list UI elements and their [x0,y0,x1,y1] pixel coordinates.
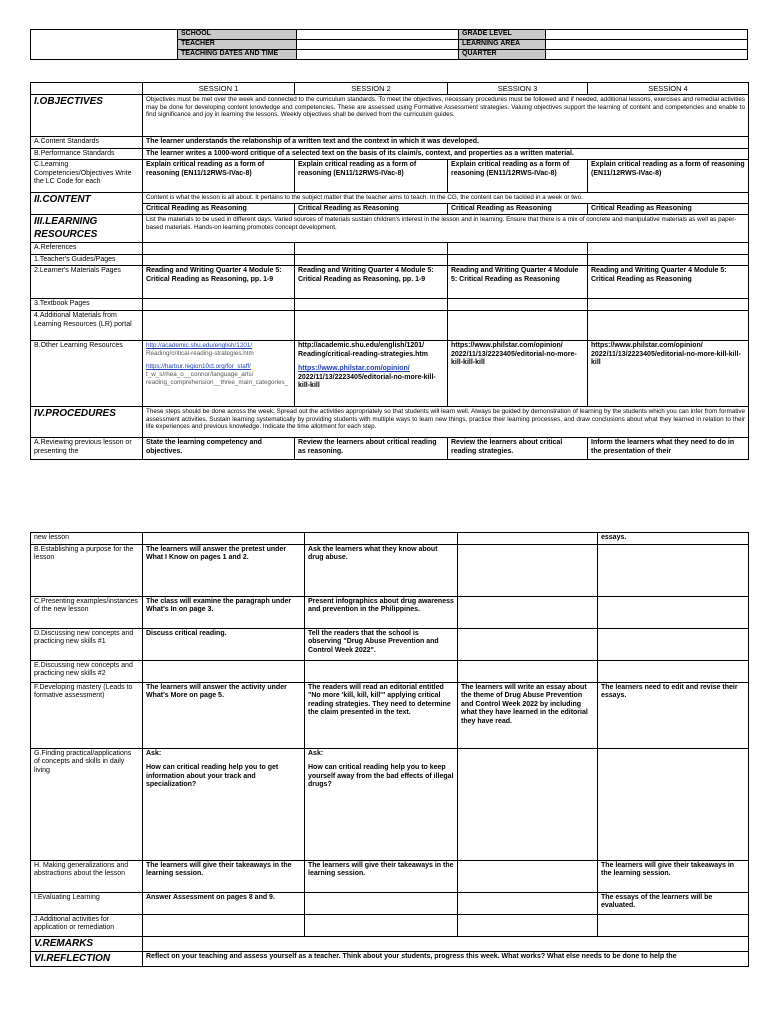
additional-materials-s3 [448,311,588,341]
learners-materials-s1: Reading and Writing Quarter 4 Module 5: Critical Reading as Reasoning, pp. 1-9 [143,266,295,299]
header-blank-cell [31,30,178,60]
content-standards-text: The learner understands the relationship of a written text and the context in which it was developed. [143,137,749,149]
discussing1-s4 [598,628,749,660]
procedures-heading: IV.PROCEDURES [31,407,143,438]
references-s3 [448,243,588,255]
resource-philstar-path: 2022/11/13/2223405/editorial-no-more-kill-kill-kill [298,373,436,390]
references-s4 [588,243,749,255]
finding-label: G.Finding practical/applications of concepts and skills in daily living [31,748,143,860]
learners-materials-label: 2.Learner's Materials Pages [31,266,143,299]
references-s2 [295,243,448,255]
quarter-value[interactable] [546,50,748,60]
competencies-s3: Explain critical reading as a form of reasoning (EN11/12RWS-IVac-8) [448,160,588,193]
resource-link-philstar[interactable]: https://www.philstar.com/opinion/ [298,365,410,373]
learning-resources-text: List the materials to be used in different days. Varied sources of materials sustain children's interest in the lesson and in learning. Ensure that there is a mix of concrete and manipulative materials as well as paper-based materials. Hands-on learning promotes concept development. [143,215,749,243]
evaluating-s2 [305,892,458,914]
additional-materials-s4 [588,311,749,341]
finding-s4 [598,748,749,860]
additional-activities-s1 [143,914,305,936]
remarks-text [143,936,749,951]
discussing2-label: E.Discussing new concepts and practicing new skills #2 [31,660,143,682]
grade-level-value[interactable] [546,30,748,40]
content-standards-label: A.Content Standards [31,137,143,149]
presenting-s1: The class will examine the paragraph under What's In on page 3. [143,596,305,628]
reviewing-label: A.Reviewing previous lesson or presenting the [31,438,143,460]
session-1-header: SESSION 1 [143,83,295,95]
performance-standards-text: The learner writes a 1000-word critique of a selected text on the basis of its claim/s, context, and properties as a written material. [143,148,749,160]
establishing-s3 [458,544,598,596]
reviewing-s2: Review the learners about critical reading as reasoning. [295,438,448,460]
presenting-label: C.Presenting examples/instances of the new lesson [31,596,143,628]
learning-area-value[interactable] [546,40,748,50]
additional-activities-s3 [458,914,598,936]
competencies-s4: Explain critical reading as a form of reasoning (EN11/12RWS-IVac-8) [588,160,749,193]
reviewing-label-cont: new lesson [31,533,143,545]
other-resources-s3: https://www.philstar.com/opinion/ 2022/11/13/2223405/editorial-no-more-kill-kill-kill [448,341,588,407]
resource-link-harbur-path2[interactable]: reading_comprehension__three_main_categories_ [146,378,289,386]
establishing-s4 [598,544,749,596]
discussing1-label: D.Discussing new concepts and practicing new skills #1 [31,628,143,660]
generalizations-s2: The learners will give their takeaways in the learning session. [305,860,458,892]
school-value[interactable] [297,30,459,40]
mastery-label: F.Developing mastery (Leads to formative assessment) [31,682,143,748]
textbook-s3 [448,299,588,311]
content-s1: Critical Reading as Reasoning [143,203,295,215]
content-s4: Critical Reading as Reasoning [588,203,749,215]
textbook-s2 [295,299,448,311]
resource-link-shu-path[interactable]: Reading/critical-reading-strategies.htm [146,349,254,357]
discussing1-s1: Discuss critical reading. [143,628,305,660]
competencies-label: C.Learning Competencies/Objectives Write the LC Code for each [31,160,143,193]
teachers-guides-s4 [588,254,749,266]
discussing2-s1 [143,660,305,682]
mastery-s1: The learners will answer the activity under What's More on page 5. [143,682,305,748]
content-text: Content is what the lesson is all about. It pertains to the subject matter that the teacher aims to teach. In the CG, the content can be tackled in a week or two. [143,193,749,204]
references-label: A.References [31,243,143,255]
learning-resources-heading: III.LEARNING RESOURCES [31,215,143,243]
generalizations-label: H. Making generalizations and abstractions about the lesson [31,860,143,892]
corner-cell [31,83,143,95]
mastery-s2: The readers will read an editorial entitled "No more 'kill, kill, kill'" applying critical reading strategies. They need to determine the claim presented in the text. [305,682,458,748]
mastery-s3: The learners will write an essay about the theme of Drug Abuse Prevention and Control Week 2022 by including what they have learned in the editorial they have read. [458,682,598,748]
teachers-guides-s2 [295,254,448,266]
finding-s1-ask: Ask: [146,749,162,757]
additional-materials-s2 [295,311,448,341]
session-4-header: SESSION 4 [588,83,749,95]
presenting-s4 [598,596,749,628]
textbook-s4 [588,299,749,311]
additional-materials-label: 4.Additional Materials from Learning Resources (LR) portal [31,311,143,341]
learners-materials-s3: Reading and Writing Quarter 4 Module 5: Critical Reading as Reasoning [448,266,588,299]
resource-link-harbur-path1[interactable]: t_w_s/rhea_o__connor/language_arts/ [146,371,254,379]
reviewing-s1: State the learning competency and objectives. [143,438,295,460]
other-resources-label: B.Other Learning Resources [31,341,143,407]
evaluating-s1: Answer Assessment on pages 8 and 9. [143,892,305,914]
resource-link-shu[interactable]: http://academic.shu.edu/english/1201/ [146,342,253,349]
reviewing-cont-s1 [143,533,305,545]
reflection-heading: VI.REFLECTION [31,951,143,966]
header-info-table [30,29,748,60]
discussing2-s3 [458,660,598,682]
learners-materials-s2: Reading and Writing Quarter 4 Module 5: Critical Reading as Reasoning, pp. 1-9 [295,266,448,299]
learning-area-label: LEARNING AREA [459,40,546,50]
evaluating-s4: The essays of the learners will be evaluated. [598,892,749,914]
discussing2-s4 [598,660,749,682]
presenting-s2: Present infographics about drug awareness and prevention in the Philippines. [305,596,458,628]
teachers-guides-s3 [448,254,588,266]
establishing-label: B.Establishing a purpose for the lesson [31,544,143,596]
remarks-heading: V.REMARKS [31,936,143,951]
competencies-s2: Explain critical reading as a form of reasoning (EN11/12RWS-IVac-8) [295,160,448,193]
resource-shu-text: http://academic.shu.edu/english/1201/ Reading/critical-reading-strategies.htm [298,342,428,358]
references-s1 [143,243,295,255]
session-2-header: SESSION 2 [295,83,448,95]
content-s2: Critical Reading as Reasoning [295,203,448,215]
teachers-guides-s1 [143,254,295,266]
reviewing-cont-s3 [458,533,598,545]
establishing-s2: Ask the learners what they know about drug abuse. [305,544,458,596]
generalizations-s3 [458,860,598,892]
discussing1-s2: Tell the readers that the school is observing "Drug Abuse Prevention and Control Week 2022". [305,628,458,660]
reflection-text: Reflect on your teaching and assess yourself as a teacher. Think about your students, progress this week. What works? What else needs to be done to help the [143,951,749,966]
finding-s1-question: How can critical reading help you to get information about your track and specialization? [146,764,279,789]
additional-activities-s2 [305,914,458,936]
finding-s1 [143,748,305,860]
school-label: SCHOOL [178,30,297,40]
presenting-s3 [458,596,598,628]
reviewing-s4: Inform the learners what they need to do in the presentation of their [588,438,749,460]
finding-s3 [458,748,598,860]
generalizations-s1: The learners will give their takeaways in the learning session. [143,860,305,892]
quarter-label: QUARTER [459,50,546,60]
procedures-text: These steps should be done across the week. Spread out the activities appropriately so that students will learn well. Always be guided by demonstration of learning by the students which you can infer from formative assessment activities. Sustain learning systematically by providing students with multiple ways to learn new things, practice their learning processes, and draw conclusions about what they learned in relation to their life experiences and previous knowledge. Indicate the time allotment for each step. [143,407,749,438]
textbook-s1 [143,299,295,311]
other-resources-s2 [295,341,448,407]
teacher-label: TEACHER [178,40,297,50]
performance-standards-label: B.Performance Standards [31,148,143,160]
content-heading: II.CONTENT [31,193,143,215]
grade-level-label: GRADE LEVEL [459,30,546,40]
teaching-dates-label: TEACHING DATES AND TIME [178,50,297,60]
other-resources-s1 [143,341,295,407]
finding-s2 [305,748,458,860]
other-resources-s4: https://www.philstar.com/opinion/ 2022/11/13/2223405/editorial-no-more-kill-kill-kill [588,341,749,407]
discussing2-s2 [305,660,458,682]
finding-s2-ask: Ask: [308,749,324,757]
objectives-heading: I.OBJECTIVES [31,95,143,137]
lesson-plan-table-part2 [30,532,749,967]
teacher-value[interactable] [297,40,459,50]
mastery-s4: The learners need to edit and revise their essays. [598,682,749,748]
finding-s2-question: How can critical reading help you to keep yourself away from the bad effects of illegal drugs? [308,764,454,789]
teachers-guides-label: 1.Teacher's Guides/Pages [31,254,143,266]
resource-link-harbur[interactable]: https://harbur.region10ct.org/for_staff/ [146,363,251,371]
establishing-s1: The learners will answer the pretest under What I Know on pages 1 and 2. [143,544,305,596]
reviewing-cont-s2 [305,533,458,545]
textbook-pages-label: 3.Textbook Pages [31,299,143,311]
reviewing-s4-cont: essays. [598,533,749,545]
additional-activities-s4 [598,914,749,936]
additional-materials-s1 [143,311,295,341]
learners-materials-s4: Reading and Writing Quarter 4 Module 5: Critical Reading as Reasoning [588,266,749,299]
lesson-plan-table-part1 [30,82,749,460]
teaching-dates-value[interactable] [297,50,459,60]
generalizations-s4: The learners will give their takeaways in the learning session. [598,860,749,892]
additional-activities-label: J.Additional activities for application or remediation [31,914,143,936]
competencies-s1: Explain critical reading as a form of reasoning (EN11/12RWS-IVac-8) [143,160,295,193]
objectives-text: Objectives must be met over the week and connected to the curriculum standards. To meet the objectives, necessary procedures must be followed and if needed, additional lessons, exercises and remedial activities may be done for developing content knowledge and competencies. These are assessed using Formative Assessment strategies. Valuing objectives support the learning of content and competencies and enable to find significance and joy in learning the lessons. Weekly objectives shall be derived from the curriculum guides. [143,95,749,137]
reviewing-s3: Review the learners about critical reading strategies. [448,438,588,460]
evaluating-label: I.Evaluating Learning [31,892,143,914]
discussing1-s3 [458,628,598,660]
evaluating-s3 [458,892,598,914]
session-3-header: SESSION 3 [448,83,588,95]
content-s3: Critical Reading as Reasoning [448,203,588,215]
